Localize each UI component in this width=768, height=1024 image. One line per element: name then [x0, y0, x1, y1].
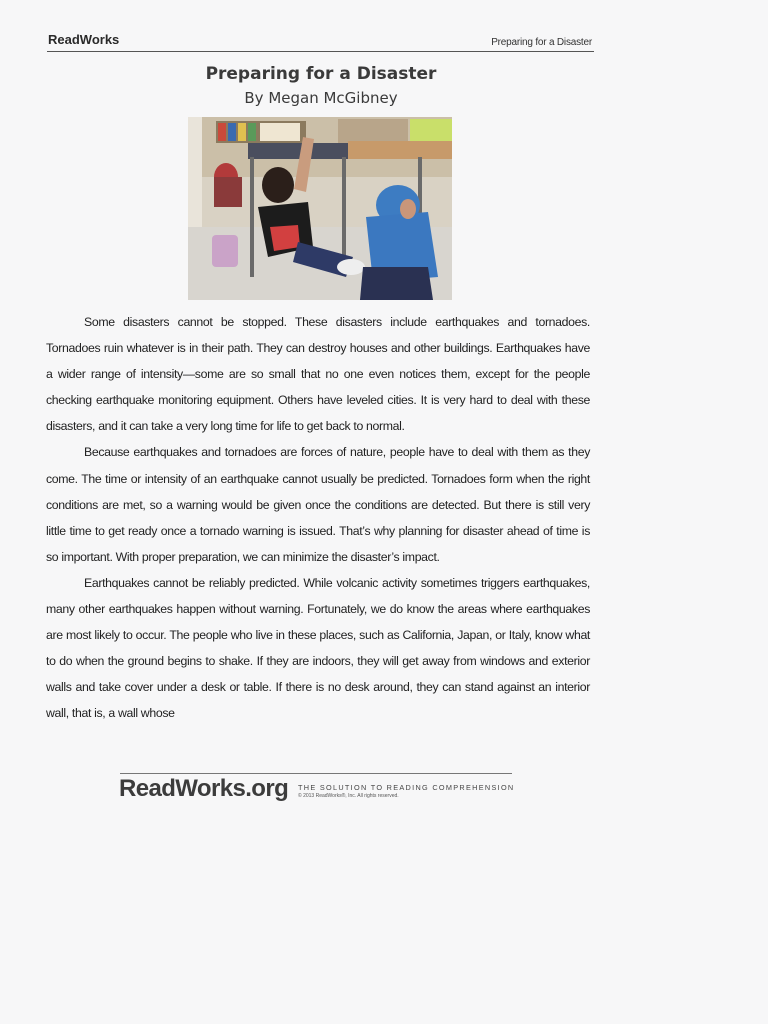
footer-tagline: THE SOLUTION TO READING COMPREHENSION	[298, 783, 515, 792]
header-divider	[47, 51, 594, 52]
students-under-desks-illustration	[188, 117, 452, 300]
article-paragraph: Because earthquakes and tornadoes are forces of nature, people have to deal with them as they come. The time or intensity of an earthquake cannot usually be predicted. Tornadoes form when the right conditions are met, so a warning would be given once the conditions are detected. But there is still very little time to get ready once a tornado warning is issued. That’s why planning for disaster ahead of time is so important. With proper preparation, we can minimize the disaster’s impact.	[46, 445, 590, 564]
footer-divider	[120, 773, 512, 774]
article-paragraph: Earthquakes cannot be reliably predicted. While volcanic activity sometimes triggers earthquakes, many other earthquakes happen without warning. Fortunately, we do know the areas where earthquakes are most likely to occur. The people who live in these places, such as California, Japan, or Italy, know what to do when the ground begins to shake. If they are indoors, they will get away from windows and exterior walls and take cover under a desk or table. If there is no desk around, they can stand against an interior wall, that is, a wall whose	[46, 575, 590, 721]
article-body	[46, 309, 590, 727]
footer-logo: ReadWorks.org	[119, 775, 289, 802]
article-paragraph: Some disasters cannot be stopped. These disasters include earthquakes and tornadoes. Tornadoes ruin whatever is in their path. They can destroy houses and other buildings. Earthquakes have a wider range of intensity—some are so small that no one even notices them, except for the people checking earthquake monitoring equipment. Others have leveled cities. It is very hard to deal with these disasters, and it can take a very long time for life to get back to normal.	[46, 315, 590, 434]
footer-copyright: © 2013 ReadWorks®, Inc. All rights reserved.	[298, 793, 399, 799]
header-brand: ReadWorks	[48, 32, 120, 47]
article-byline: By Megan McGibney	[244, 89, 398, 107]
article-title: Preparing for a Disaster	[205, 64, 437, 84]
article-photo	[188, 117, 452, 300]
header-title: Preparing for a Disaster	[491, 37, 592, 48]
